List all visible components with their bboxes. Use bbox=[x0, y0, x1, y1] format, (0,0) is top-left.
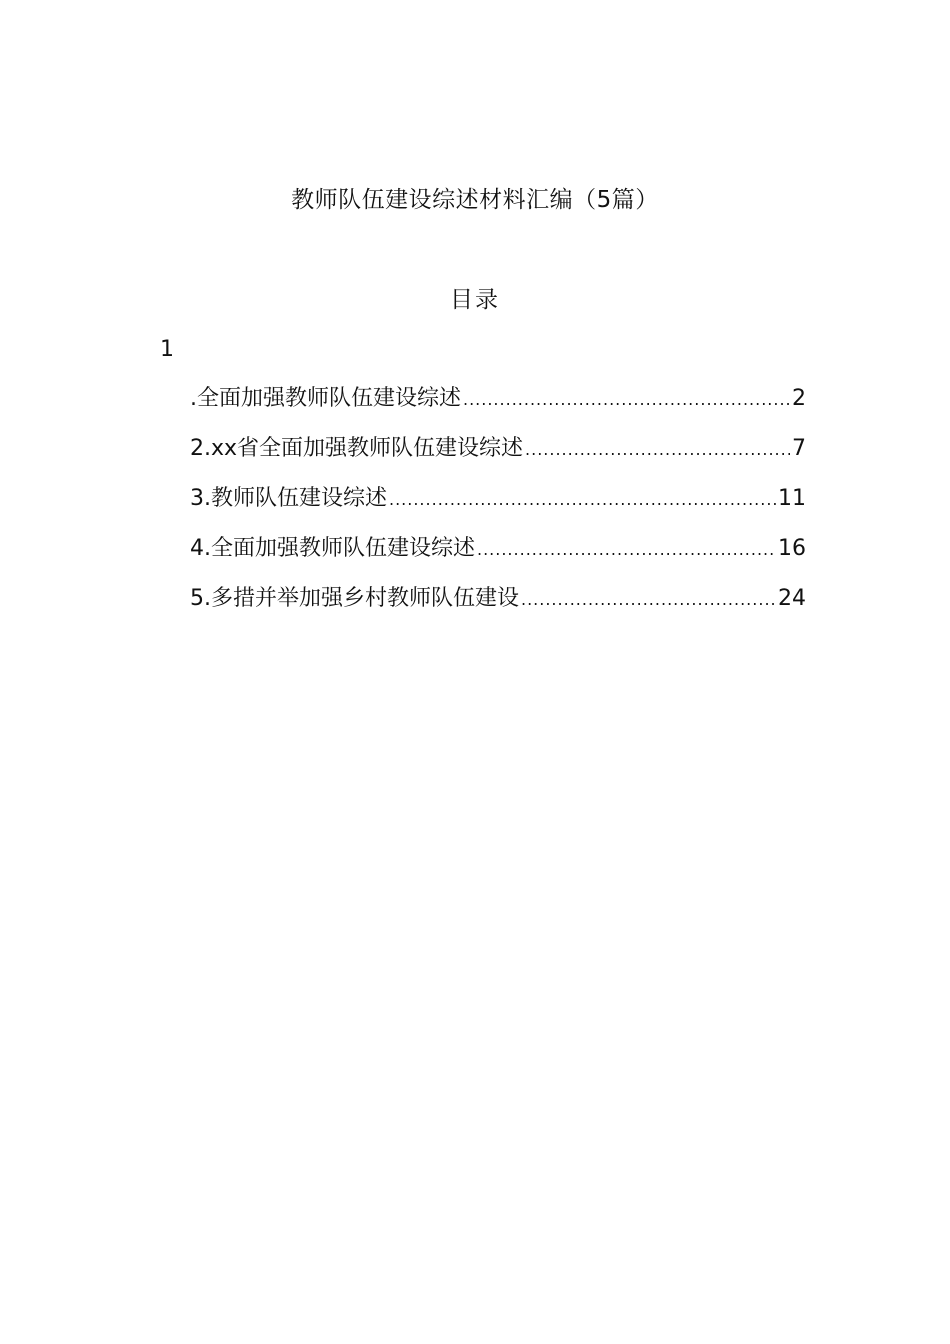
toc-entry-title: 3.教师队伍建设综述 bbox=[190, 486, 387, 511]
toc-dot-leader bbox=[463, 383, 790, 417]
toc-entry[interactable] bbox=[190, 532, 806, 582]
toc-entry[interactable] bbox=[190, 382, 806, 432]
toc-heading: 目录 bbox=[450, 287, 500, 313]
toc-list bbox=[190, 382, 806, 632]
toc-entry[interactable] bbox=[190, 582, 806, 632]
toc-dot-leader bbox=[525, 433, 790, 467]
toc-entry[interactable] bbox=[190, 482, 806, 532]
toc-dot-leader bbox=[389, 483, 776, 517]
toc-entry-page: 11 bbox=[778, 486, 806, 511]
toc-entry[interactable] bbox=[190, 432, 806, 482]
toc-entry-title: 4.全面加强教师队伍建设综述 bbox=[190, 536, 475, 561]
toc-entry-title: 5.多措并举加强乡村教师队伍建设 bbox=[190, 586, 519, 611]
toc-entry-page: 16 bbox=[778, 536, 806, 561]
toc-entry-page: 7 bbox=[792, 436, 806, 461]
toc-entry-page: 24 bbox=[778, 586, 806, 611]
toc-entry-page: 2 bbox=[792, 386, 806, 411]
toc-stray-number: 1 bbox=[160, 337, 174, 362]
document-title: 教师队伍建设综述材料汇编（5篇） bbox=[291, 187, 659, 213]
toc-entry-title: 2.xx省全面加强教师队伍建设综述 bbox=[190, 436, 524, 461]
toc-dot-leader bbox=[477, 533, 776, 567]
toc-dot-leader bbox=[521, 583, 776, 617]
toc-entry-title: .全面加强教师队伍建设综述 bbox=[190, 386, 461, 411]
